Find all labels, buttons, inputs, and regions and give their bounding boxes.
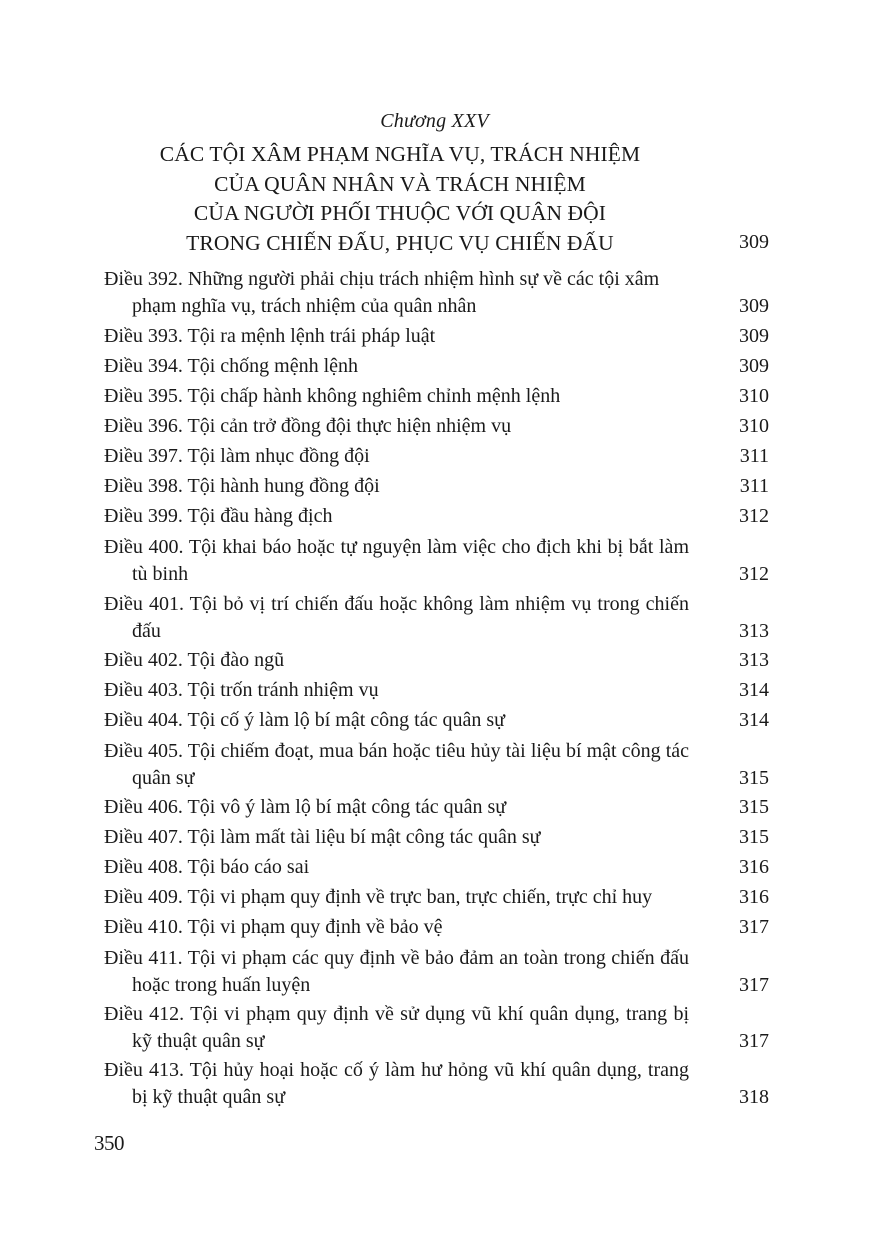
toc-entry-page: 313: [739, 649, 769, 671]
toc-entry-title: Điều 412. Tội vi phạm quy định về sử dụng vũ khí quân dụng, trang bị kỹ thuật quân sự: [104, 1003, 689, 1052]
toc-entry-page: 316: [739, 856, 769, 878]
toc-entry-404[interactable]: [104, 707, 769, 734]
toc-entry-page: 313: [739, 620, 769, 642]
toc-entry-393[interactable]: [104, 323, 769, 350]
toc-entry-title: Điều 410. Tội vi phạm quy định về bảo vệ: [104, 916, 443, 938]
toc-entry-399[interactable]: [104, 503, 769, 530]
toc-entry-398[interactable]: [104, 473, 769, 500]
toc-entry-page: 309: [739, 325, 769, 347]
toc-entry-401[interactable]: [104, 591, 769, 645]
toc-entry-page: 310: [739, 385, 769, 407]
toc-entry-407[interactable]: [104, 824, 769, 851]
toc-entry-page: 311: [739, 445, 769, 467]
toc-entry-page: 310: [739, 415, 769, 437]
toc-entry-title: Điều 404. Tội cố ý làm lộ bí mật công tác quân sự: [104, 709, 505, 731]
toc-entry-title: Điều 403. Tội trốn tránh nhiệm vụ: [104, 679, 379, 701]
toc-entry-title: Điều 395. Tội chấp hành không nghiêm chỉnh mệnh lệnh: [104, 385, 561, 407]
toc-entry-397[interactable]: [104, 443, 769, 470]
toc-entry-page: 312: [739, 505, 769, 527]
toc-entry-page: 317: [739, 916, 769, 938]
toc-entry-411[interactable]: [104, 945, 769, 999]
toc-entry-title: Điều 400. Tội khai báo hoặc tự nguyện làm việc cho địch khi bị bắt làm tù binh: [104, 536, 689, 585]
toc-entry-page: 315: [739, 767, 769, 789]
toc-entry-394[interactable]: [104, 353, 769, 380]
toc-entry-title: Điều 405. Tội chiếm đoạt, mua bán hoặc tiêu hủy tài liệu bí mật công tác quân sự: [104, 740, 689, 789]
toc-entry-402[interactable]: [104, 647, 769, 674]
toc-entry-392[interactable]: [104, 266, 769, 320]
toc-entry-409[interactable]: [104, 884, 769, 911]
toc-entry-page: 314: [739, 709, 769, 731]
toc-entry-title: Điều 398. Tội hành hung đồng đội: [104, 475, 380, 497]
toc-entry-title: Điều 413. Tội hủy hoại hoặc cố ý làm hư hỏng vũ khí quân dụng, trang bị kỹ thuật quân sự: [104, 1059, 689, 1108]
toc-entry-title: Điều 406. Tội vô ý làm lộ bí mật công tác quân sự: [104, 796, 507, 818]
toc-entry-title: Điều 411. Tội vi phạm các quy định về bảo đảm an toàn trong chiến đấu hoặc trong huấn luyện: [104, 947, 689, 996]
toc-entry-400[interactable]: [104, 534, 769, 588]
toc-entry-title: Điều 397. Tội làm nhục đồng đội: [104, 445, 370, 467]
toc-entry-page: 315: [739, 826, 769, 848]
chapter-title-line: CỦA QUÂN NHÂN VÀ TRÁCH NHIỆM: [214, 171, 586, 196]
toc-entry-408[interactable]: [104, 854, 769, 881]
chapter-label: Chương XXV: [380, 110, 489, 132]
chapter-title-line: TRONG CHIẾN ĐẤU, PHỤC VỤ CHIẾN ĐẤU: [186, 230, 614, 255]
toc-entry-412[interactable]: [104, 1001, 769, 1055]
toc-entry-title: Điều 394. Tội chống mệnh lệnh: [104, 355, 359, 377]
toc-entry-page: 318: [739, 1086, 769, 1108]
page-number: 350: [94, 1131, 124, 1155]
toc-entry-title: Điều 401. Tội bỏ vị trí chiến đấu hoặc không làm nhiệm vụ trong chiến đấu: [104, 593, 689, 642]
toc-entry-413[interactable]: [104, 1057, 769, 1111]
toc-entry-page: 316: [739, 886, 769, 908]
toc-entry-396[interactable]: [104, 413, 769, 440]
toc-entry-title: Điều 409. Tội vi phạm quy định về trực ban, trực chiến, trực chỉ huy: [104, 886, 653, 908]
toc-entry-405[interactable]: [104, 738, 769, 792]
chapter-page-number: 309: [739, 231, 769, 253]
toc-entry-406[interactable]: [104, 794, 769, 821]
toc-entry-page: 314: [739, 679, 769, 701]
toc-entry-page: 317: [739, 974, 769, 996]
toc-entry-title: Điều 408. Tội báo cáo sai: [104, 856, 310, 878]
chapter-title-line: CỦA NGƯỜI PHỐI THUỘC VỚI QUÂN ĐỘI: [193, 201, 607, 225]
toc-entry-title: Điều 396. Tội cản trở đồng đội thực hiện nhiệm vụ: [104, 415, 512, 437]
chapter-title-line: CÁC TỘI XÂM PHẠM NGHĨA VỤ, TRÁCH NHIỆM: [159, 142, 641, 166]
toc-entry-title: Điều 392. Những người phải chịu trách nhiệm hình sự về các tội xâm phạm nghĩa vụ, trách nhiệm của quân nhân: [104, 268, 660, 317]
toc-entry-page: 309: [739, 295, 769, 317]
toc-entry-page: 309: [739, 355, 769, 377]
toc-entry-title: Điều 393. Tội ra mệnh lệnh trái pháp luật: [104, 325, 436, 347]
toc-entry-page: 311: [739, 475, 769, 497]
toc-entry-410[interactable]: [104, 914, 769, 941]
toc-entry-page: 315: [739, 796, 769, 818]
toc-entry-403[interactable]: [104, 677, 769, 704]
toc-entry-395[interactable]: [104, 383, 769, 410]
toc-entry-title: Điều 402. Tội đào ngũ: [104, 649, 285, 671]
toc-entry-page: 317: [739, 1030, 769, 1052]
chapter-title: [100, 140, 700, 258]
toc-entry-title: Điều 407. Tội làm mất tài liệu bí mật công tác quân sự: [104, 826, 541, 848]
toc-entry-page: 312: [739, 563, 769, 585]
toc-entry-title: Điều 399. Tội đầu hàng địch: [104, 505, 333, 527]
